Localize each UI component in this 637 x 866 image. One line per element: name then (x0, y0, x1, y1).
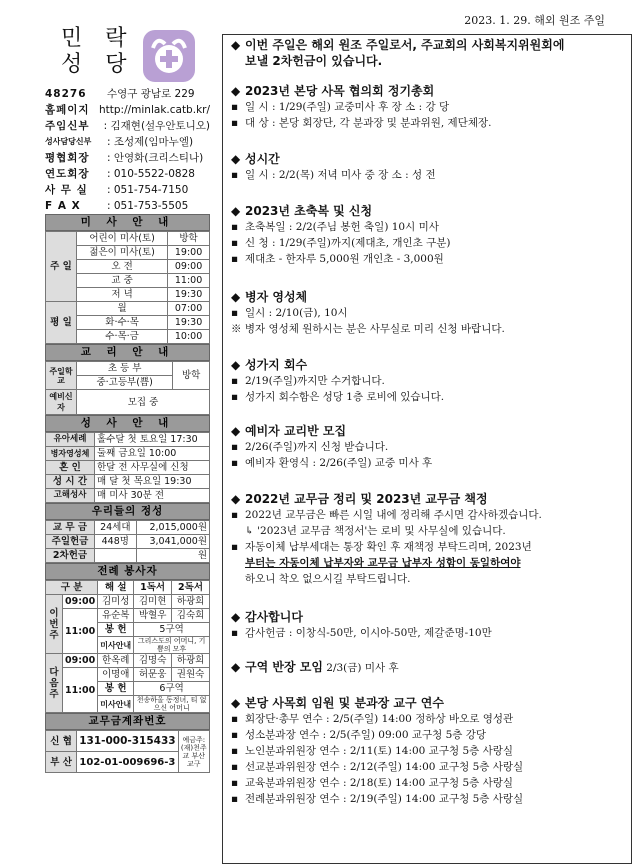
text-info-4-k: 평협회장 (45, 152, 90, 164)
notice-1 (231, 37, 626, 69)
text-edu-school_2: 중·고등부(쁨) (77, 376, 173, 390)
notices-panel (222, 34, 632, 864)
text-sacrament-rows-1-v: 둘째 금요일 10:00 (95, 447, 210, 461)
table-row (46, 535, 210, 549)
text-mass-weekday-2-time: 10:00 (168, 330, 210, 344)
text-notices-5-items-1: 성가지 회수함은 성당 1층 로비에 있습니다. (245, 391, 445, 403)
table-row (46, 390, 210, 415)
text-servers-this_week-1-time: 11:00 (63, 609, 98, 654)
text-notices-8-head: 감사합니다 (245, 610, 303, 624)
text-notices-8-items-0: 감사헌금 : 이창식-50만, 이시아-50만, 제갈준명-10만 (245, 627, 492, 639)
text-notices-4-head: 병자 영성체 (245, 290, 308, 304)
text-servers-this_week-1-d: 봉 헌 (98, 623, 134, 637)
notice-7 (231, 423, 626, 471)
square-bullet-icon: ▪ (231, 541, 239, 553)
info-row-fax (45, 198, 210, 214)
notice-6 (231, 357, 626, 405)
info-row-council (45, 150, 210, 166)
diamond-bullet-icon: ◆ (231, 290, 241, 304)
text-notices-3-items-2: 제대초 - 한자루 5,000원 개인초 - 3,000원 (245, 253, 444, 265)
text-mass-weekday-0-name: 월 (77, 302, 168, 316)
notice-8 (231, 491, 626, 587)
text-info-7-v: : 051-753-5505 (107, 200, 189, 212)
text-notices-10-items-2: 노인분과위원장 연수 : 2/11(토) 14:00 교구청 5층 사랑실 (245, 745, 514, 757)
text-notices-2-items-0: 일 시 : 2/2(목) 저녁 미사 중 장 소 : 성 전 (245, 169, 436, 181)
text-info-6-v: : 051-754-7150 (107, 184, 189, 196)
text-notices-7-head: 2022년 교무금 정리 및 2023년 교무금 책정 (245, 492, 488, 506)
text-notices-0-head: 이번 주일은 해외 원조 주일로서, 주교회의 사회복지위원회에 (245, 38, 565, 52)
table-row (46, 232, 210, 246)
table-row (46, 609, 210, 623)
diamond-bullet-icon: ◆ (231, 696, 241, 710)
square-bullet-icon: ▪ (231, 101, 239, 113)
notice-4 (231, 203, 626, 267)
text-mass-sunday-1-time: 19:00 (168, 246, 210, 260)
edu-section-title: 교 리 안 내 (45, 344, 210, 361)
text-edu-school_1: 초 등 부 (77, 362, 173, 376)
text-servers-this_week-1-e: 5구역 (134, 623, 210, 637)
diamond-bullet-icon: ◆ (231, 358, 241, 372)
square-bullet-icon: ▪ (231, 777, 239, 789)
table-row (46, 731, 210, 752)
table-row (46, 595, 210, 609)
text-mass-sunday-3-time: 11:00 (168, 274, 210, 288)
left-tables (45, 214, 210, 773)
edu-table (45, 361, 210, 415)
text-servers-this_week-0-a: 김미성 (98, 595, 134, 609)
text-sacrament-rows-3-v: 매 달 첫 목요일 19:30 (95, 475, 210, 489)
notice-9 (231, 609, 626, 641)
square-bullet-icon: ▪ (231, 729, 239, 741)
text-notices-7-items-0: 2022년 교무금은 빠른 시일 내에 정리해 주시면 감사하겠습니다. (245, 509, 542, 521)
text-info-5-k: 연도회장 (45, 168, 90, 180)
text-finance-rows-2-c (95, 549, 137, 563)
text-notices-6-head: 예비자 교리반 모집 (245, 424, 347, 438)
text-mass-weekday_label: 평 일 (46, 302, 77, 344)
square-bullet-icon: ▪ (231, 169, 239, 181)
text-sacrament-rows-4-k: 고해성사 (46, 489, 95, 503)
square-bullet-icon: ▪ (231, 509, 239, 521)
diamond-bullet-icon: ◆ (231, 610, 241, 624)
text-mass-sunday-1-name: 젊은이 미사(토) (77, 246, 168, 260)
text-sacrament-rows-2-v: 한달 전 사무실에 신청 (95, 461, 210, 475)
square-bullet-icon: ▪ (231, 457, 239, 469)
text-servers-head-1: 해 설 (98, 581, 134, 595)
text-mass-sunday-3-name: 교 중 (77, 274, 168, 288)
text-finance-rows-0-v: 2,015,000원 (136, 521, 209, 535)
text-edu-pre_label: 예비신자 (46, 390, 77, 415)
notice-3 (231, 151, 626, 183)
text-account-rows-0-v: 131-000-315433 (77, 731, 178, 752)
text-servers-head-0: 구 분 (46, 581, 98, 595)
text-mass-sunday-0-name: 어린이 미사(토) (77, 232, 168, 246)
text-info-2-v: : 김재현(설우안토니오) (103, 120, 210, 132)
square-bullet-icon: ▪ (231, 391, 239, 403)
bulletin-page (45, 0, 635, 866)
text-notices-10-items-4: 교육분과위원장 연수 : 2/18(토) 14:00 교구청 5층 사랑실 (245, 777, 514, 789)
square-bullet-icon: ▪ (231, 761, 239, 773)
info-row-address (45, 86, 210, 102)
text-notices-7-items-3: 부터는 자동이체 납부자와 교무금 납부자 성함이 동일하여야 (245, 557, 521, 569)
text-notices-5-items-0: 2/19(주일)까지만 수거합니다. (245, 375, 385, 387)
text-servers-next_week-1-g: 천송하올 동정녀, 티 없으신 어머니 (134, 696, 210, 713)
table-row (46, 654, 210, 668)
diamond-bullet-icon: ◆ (231, 424, 241, 438)
text-servers-this_week-0-b: 김미현 (134, 595, 172, 609)
finance-table (45, 520, 210, 563)
text-sacrament-rows-3-k: 성 시 간 (46, 475, 95, 489)
square-bullet-icon: ▪ (231, 237, 239, 249)
account-section-title: 교무금계좌번호 (45, 713, 210, 730)
info-row-funeral (45, 166, 210, 182)
text-finance-rows-1-c: 448명 (95, 535, 137, 549)
text-notices-3-head: 2023년 초축복 및 신청 (245, 204, 373, 218)
table-row (46, 521, 210, 535)
text-notices-4-items-0: 일시 : 2/10(금), 10시 (245, 307, 348, 319)
text-notices-6-items-1: 예비자 환영식 : 2/26(주일) 교중 미사 후 (245, 457, 433, 469)
text-edu-pre_status: 모집 중 (77, 390, 210, 415)
info-row-office (45, 182, 210, 198)
table-row (46, 447, 210, 461)
text-mass-sunday-4-time: 19:30 (168, 288, 210, 302)
text-servers-head-2: 1독서 (134, 581, 172, 595)
notice-11 (231, 695, 626, 807)
text-edu-school_status: 방학 (173, 362, 210, 390)
text-info-7-k: F A X (45, 200, 81, 212)
text-info-0-k: 48276 (45, 88, 87, 100)
text-sacrament-rows-4-v: 매 미사 30분 전 (95, 489, 210, 503)
text-mass-sunday-4-name: 저 녁 (77, 288, 168, 302)
text-info-6-k: 사 무 실 (45, 184, 88, 196)
text-edu-school_label: 주일학교 (46, 362, 77, 390)
text-mass-sunday-0-time: 방학 (168, 232, 210, 246)
diamond-bullet-icon: ◆ (231, 660, 241, 674)
text-notices-4-note: ※ 병자 영성체 원하시는 분은 사무실로 미리 신청 바랍니다. (231, 323, 505, 335)
text-servers-next_week-1-b: 허문웅 (134, 668, 172, 682)
square-bullet-icon: ▪ (231, 793, 239, 805)
text-servers-next_week-0-b: 김명숙 (134, 654, 172, 668)
sacrament-table (45, 432, 210, 503)
text-servers-this_week-1-f: 미사안내 (98, 637, 134, 654)
text-servers-next_week-1-c: 권원숙 (172, 668, 210, 682)
square-bullet-icon: ▪ (231, 117, 239, 129)
text-info-3-k: 성사담당신부 (45, 137, 92, 146)
text-notices-9-head: 구역 반장 모임 (245, 660, 323, 674)
text-servers-head-3: 2독서 (172, 581, 210, 595)
text-notices-6-items-0: 2/26(주일)까지 신청 받습니다. (245, 441, 389, 453)
square-bullet-icon: ▪ (231, 441, 239, 453)
square-bullet-icon: ▪ (231, 745, 239, 757)
notice-10 (231, 659, 626, 676)
text-finance-rows-0-c: 24세대 (95, 521, 137, 535)
mass-table (45, 231, 210, 344)
text-notices-3-items-0: 초축복일 : 2/2(주님 봉헌 축일) 10시 미사 (245, 221, 439, 233)
table-row (46, 549, 210, 563)
text-finance-rows-0-k: 교 무 금 (46, 521, 95, 535)
text-notices-7-items-4: 하오니 착오 없으시길 부탁드립니다. (245, 573, 411, 585)
text-servers-next_week_label: 다음주 (46, 654, 63, 713)
text-info-2-k: 주임신부 (45, 120, 90, 132)
table-row (46, 461, 210, 475)
text-info-3-v: : 조성제(임마누엘) (107, 136, 194, 148)
diamond-bullet-icon: ◆ (231, 492, 241, 506)
servers-table (45, 580, 210, 713)
text-sacrament-rows-0-k: 유아세례 (46, 433, 95, 447)
text-notices-7-items-1: ↳ '2023년 교무금 책정서'는 로비 및 사무실에 있습니다. (245, 525, 506, 537)
text-servers-next_week-1-f: 미사안내 (98, 696, 134, 713)
diamond-bullet-icon: ◆ (231, 152, 241, 166)
text-sacrament-rows-1-k: 병자영성체 (46, 447, 95, 461)
church-title-line2: 성 당 (61, 52, 135, 77)
square-bullet-icon: ▪ (231, 627, 239, 639)
text-info-1-k: 홈페이지 (45, 104, 90, 116)
text-mass-weekday-2-name: 수·목·금 (77, 330, 168, 344)
text-servers-this_week-1-g: 그리스도의 어머니, 기쁨의 모후 (134, 637, 210, 654)
text-notices-3-items-1: 신 청 : 1/29(주일)까지(제대초, 개인초 구분) (245, 237, 451, 249)
text-notices-10-head: 본당 사목회 임원 및 분과장 교구 연수 (245, 696, 444, 710)
square-bullet-icon: ▪ (231, 307, 239, 319)
square-bullet-icon: ▪ (231, 713, 239, 725)
table-row (46, 475, 210, 489)
text-notices-1-head: 2023년 본당 사목 협의회 정기총회 (245, 84, 435, 98)
table-row (46, 302, 210, 316)
text-servers-this_week_label: 이번주 (46, 595, 63, 654)
notice-2 (231, 83, 626, 131)
text-servers-next_week-0-a: 한옥례 (98, 654, 134, 668)
text-servers-this_week-1-c: 김숙희 (172, 609, 210, 623)
text-notices-0-head2: 보낼 2차헌금이 있습니다. (245, 54, 383, 68)
text-info-0-v: 수영구 광남로 229 (107, 88, 195, 100)
text-servers-next_week-1-d: 봉 헌 (98, 682, 134, 696)
text-notices-10-items-5: 전례분과위원장 연수 : 2/19(주일) 14:00 교구청 5층 사랑실 (245, 793, 524, 805)
servers-section-title: 전례 봉사자 (45, 563, 210, 580)
text-notices-9-tail: 2/3(금) 미사 후 (322, 662, 399, 674)
text-mass-sunday-2-name: 오 전 (77, 260, 168, 274)
text-account-holder: 예금주: (재)천주교 부산교구 (178, 731, 209, 773)
account-table (45, 730, 210, 773)
diamond-bullet-icon: ◆ (231, 84, 241, 98)
text-info-5-v: : 010-5522-0828 (107, 168, 195, 180)
text-notices-1-items-1: 대 상 : 본당 회장단, 각 분과장 및 분과위원, 제단체장. (245, 117, 492, 129)
text-servers-this_week-1-b: 박혈우 (134, 609, 172, 623)
text-servers-next_week-1-e: 6구역 (134, 682, 210, 696)
text-finance-rows-1-v: 3,041,000원 (136, 535, 209, 549)
text-mass-sunday-2-time: 09:00 (168, 260, 210, 274)
church-title (61, 26, 135, 78)
text-servers-next_week-1-a: 이명애 (98, 668, 134, 682)
text-notices-10-items-0: 회장단·총무 연수 : 2/5(주일) 14:00 정하상 바오로 영성관 (245, 713, 514, 725)
info-row-pastor (45, 118, 210, 134)
church-title-line1: 민 락 (61, 26, 135, 51)
table-row (46, 433, 210, 447)
church-info (45, 86, 210, 214)
square-bullet-icon: ▪ (231, 253, 239, 265)
text-finance-rows-2-v: 원 (136, 549, 209, 563)
text-servers-next_week-1-time: 11:00 (63, 668, 98, 713)
table-row (46, 362, 210, 376)
text-mass-sunday_label: 주 일 (46, 232, 77, 302)
table-row (46, 489, 210, 503)
info-row-assistant (45, 134, 210, 150)
text-mass-weekday-1-time: 19:30 (168, 316, 210, 330)
text-mass-weekday-0-time: 07:00 (168, 302, 210, 316)
text-notices-1-items-0: 일 시 : 1/29(주일) 교중미사 후 장 소 : 강 당 (245, 101, 450, 113)
square-bullet-icon: ▪ (231, 375, 239, 387)
finance-section-title: 우리들의 정성 (45, 503, 210, 520)
text-account-rows-0-k: 신 협 (46, 731, 77, 752)
diamond-bullet-icon: ◆ (231, 204, 241, 218)
text-finance-rows-2-k: 2차헌금 (46, 549, 95, 563)
text-servers-next_week-0-c: 하광희 (172, 654, 210, 668)
table-row (46, 668, 210, 682)
text-account-rows-1-k: 부 산 (46, 752, 77, 773)
text-notices-10-items-1: 성소분과장 연수 : 2/5(주일) 09:00 교구청 5층 강당 (245, 729, 487, 741)
diamond-bullet-icon: ◆ (231, 38, 241, 52)
table-row (46, 581, 210, 595)
text-notices-2-head: 성시간 (245, 152, 280, 166)
text-sacrament-rows-2-k: 혼 인 (46, 461, 95, 475)
homepage-link[interactable]: http://minlak.catb.kr/ (99, 104, 210, 116)
church-logo-icon (143, 30, 195, 82)
text-mass-weekday-1-name: 화·수·목 (77, 316, 168, 330)
text-servers-next_week-0-time: 09:00 (63, 654, 98, 668)
text-info-4-v: : 안영화(크리스티나) (107, 152, 204, 164)
text-notices-7-items-2: 자동이체 납부세대는 통장 확인 후 재책정 부탁드리며, 2023년 (245, 541, 532, 553)
text-servers-this_week-0-c: 하광희 (172, 595, 210, 609)
sacrament-section-title: 성 사 안 내 (45, 415, 210, 432)
bulletin-date: 2023. 1. 29. 해외 원조 주일 (464, 14, 605, 27)
square-bullet-icon: ▪ (231, 221, 239, 233)
info-row-homepage (45, 102, 210, 118)
text-finance-rows-1-k: 주일헌금 (46, 535, 95, 549)
text-servers-this_week-0-time: 09:00 (63, 595, 98, 609)
text-sacrament-rows-0-v: 홀수달 첫 토요일 17:30 (95, 433, 210, 447)
text-servers-this_week-1-a: 유순복 (98, 609, 134, 623)
text-account-rows-1-v: 102-01-009696-3 (77, 752, 178, 773)
text-notices-5-head: 성가지 회수 (245, 358, 308, 372)
notice-5 (231, 289, 626, 337)
mass-section-title: 미 사 안 내 (45, 214, 210, 231)
text-notices-10-items-3: 선교분과위원장 연수 : 2/12(주일) 14:00 교구청 5층 사랑실 (245, 761, 524, 773)
